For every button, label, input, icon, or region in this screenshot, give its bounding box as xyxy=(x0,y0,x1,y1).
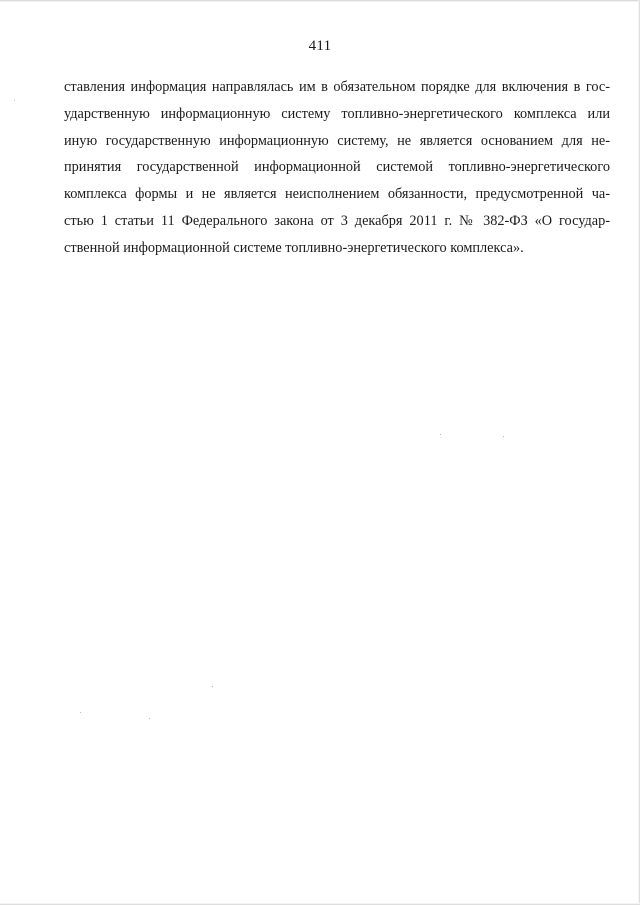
scan-speck xyxy=(212,686,213,687)
page-number: 411 xyxy=(308,38,332,54)
scan-speck xyxy=(503,436,504,437)
scan-speck xyxy=(440,434,441,435)
paragraph-line-1: ставления информация направлялась им в обязательном порядке для включения в гос- xyxy=(64,79,610,95)
scan-speck xyxy=(80,712,81,713)
paragraph-line-3: иную государственную информационную систему, не является основанием для не- xyxy=(64,132,610,149)
scan-edge-top xyxy=(0,0,640,2)
body-paragraph xyxy=(64,74,610,262)
scan-speck xyxy=(14,100,15,101)
paragraph-line-4: принятия государственной информационной системой топливно-энергетического xyxy=(64,159,610,176)
paragraph-line-7: ственной информационной системе топливно-энергетического комплекса». xyxy=(64,239,524,256)
scan-speck xyxy=(149,718,150,719)
paragraph-line-6: стью 1 статьи 11 Федерального закона от 3 декабря 2011 г. № 382-ФЗ «О государ- xyxy=(64,212,610,229)
paragraph-line-2: ударственную информационную систему топливно-энергетического комплекса или xyxy=(64,105,610,122)
paragraph-line-5: комплекса формы и не является неисполнением обязанности, предусмотренной ча- xyxy=(64,186,610,203)
